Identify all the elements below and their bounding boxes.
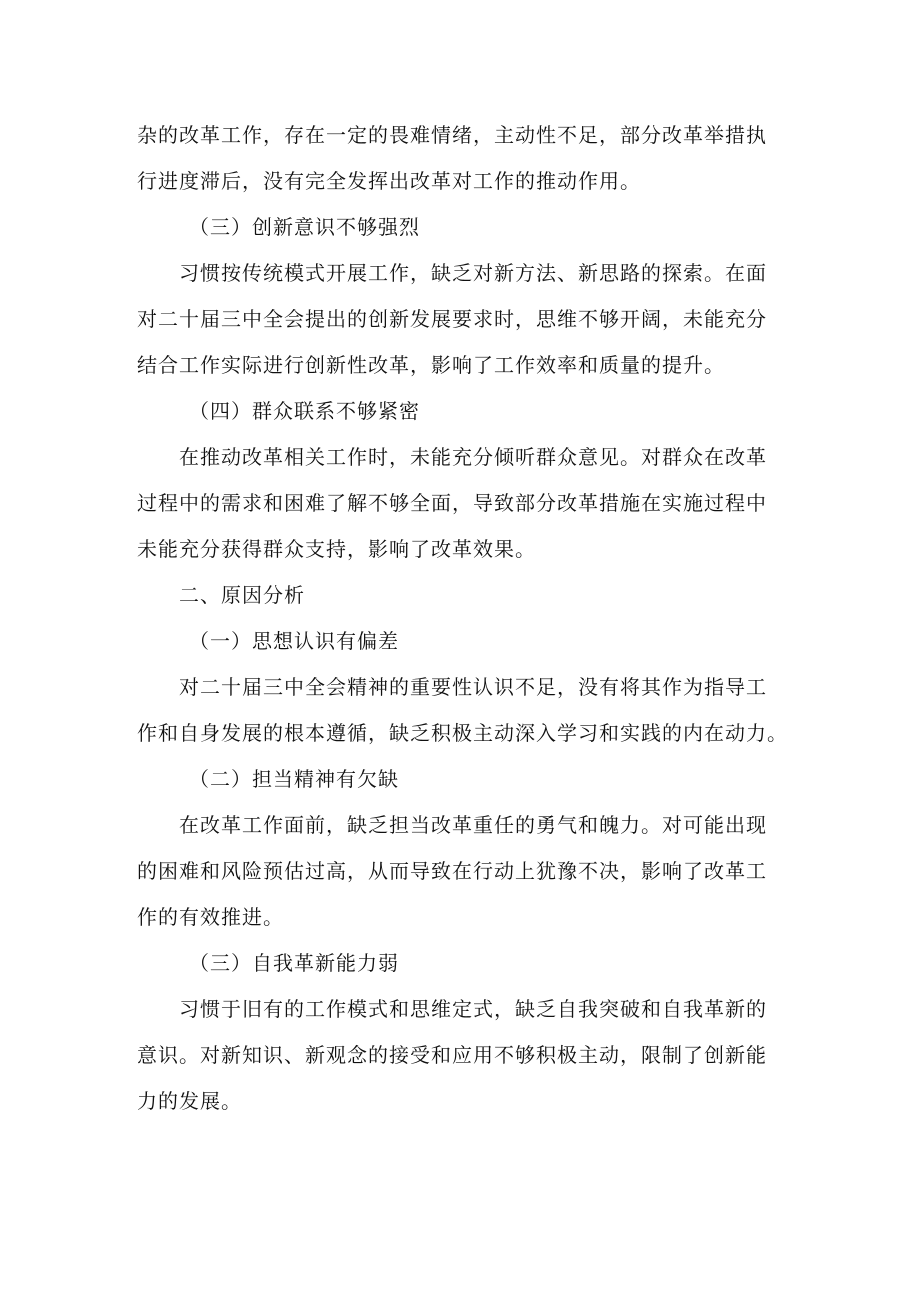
paragraph-line: 在改革工作面前，缺乏担当改革重任的勇气和魄力。对可能出现 bbox=[179, 813, 767, 837]
paragraph-line: 力的发展。 bbox=[137, 1089, 242, 1113]
paragraph-continued-reform-fear bbox=[137, 112, 797, 204]
paragraph-line: 作和自身发展的根本遵循，缺乏积极主动深入学习和实践的内在动力。 bbox=[137, 721, 788, 745]
heading-text: （二）担当精神有欠缺 bbox=[189, 767, 399, 791]
heading-text: （三）创新意识不够强烈 bbox=[189, 215, 420, 239]
paragraph-line: 意识。对新知识、新观念的接受和应用不够积极主动，限制了创新能 bbox=[137, 1043, 767, 1067]
paragraph-mass-connection bbox=[137, 434, 797, 572]
document-body bbox=[137, 112, 797, 1124]
heading-self-renewal-weak bbox=[137, 940, 797, 986]
paragraph-line: 对二十届三中全会提出的创新发展要求时，思维不够开阔，未能充分 bbox=[137, 307, 767, 331]
paragraph-line: 未能充分获得群众支持，影响了改革效果。 bbox=[137, 537, 536, 561]
paragraph-line: 过程中的需求和困难了解不够全面，导致部分改革措施在实施过程中 bbox=[137, 491, 767, 515]
paragraph-line: 杂的改革工作，存在一定的畏难情绪，主动性不足，部分改革举措执 bbox=[137, 123, 767, 147]
heading-text: （四）群众联系不够紧密 bbox=[189, 399, 420, 423]
heading-cause-analysis bbox=[137, 572, 797, 618]
paragraph-line: 结合工作实际进行创新性改革，影响了工作效率和质量的提升。 bbox=[137, 353, 725, 377]
paragraph-line: 习惯按传统模式开展工作，缺乏对新方法、新思路的探索。在面 bbox=[179, 261, 767, 285]
heading-text: 二、原因分析 bbox=[179, 583, 305, 607]
heading-text: （一）思想认识有偏差 bbox=[189, 629, 399, 653]
paragraph-line: 在推动改革相关工作时，未能充分倾听群众意见。对群众在改革 bbox=[179, 445, 767, 469]
paragraph-line: 对二十届三中全会精神的重要性认识不足，没有将其作为指导工 bbox=[179, 675, 767, 699]
paragraph-line: 习惯于旧有的工作模式和思维定式，缺乏自我突破和自我革新的 bbox=[179, 997, 767, 1021]
heading-text: （三）自我革新能力弱 bbox=[189, 951, 399, 975]
paragraph-line: 作的有效推进。 bbox=[137, 905, 284, 929]
heading-ideological-deviation bbox=[137, 618, 797, 664]
heading-mass-connection bbox=[137, 388, 797, 434]
paragraph-innovation-awareness bbox=[137, 250, 797, 388]
heading-responsibility-lacking bbox=[137, 756, 797, 802]
paragraph-line: 的困难和风险预估过高，从而导致在行动上犹豫不决，影响了改革工 bbox=[137, 859, 767, 883]
paragraph-responsibility-lacking bbox=[137, 802, 797, 940]
paragraph-ideological-deviation bbox=[137, 664, 797, 756]
heading-innovation-awareness bbox=[137, 204, 797, 250]
paragraph-line: 行进度滞后，没有完全发挥出改革对工作的推动作用。 bbox=[137, 169, 641, 193]
paragraph-self-renewal-weak bbox=[137, 986, 797, 1124]
